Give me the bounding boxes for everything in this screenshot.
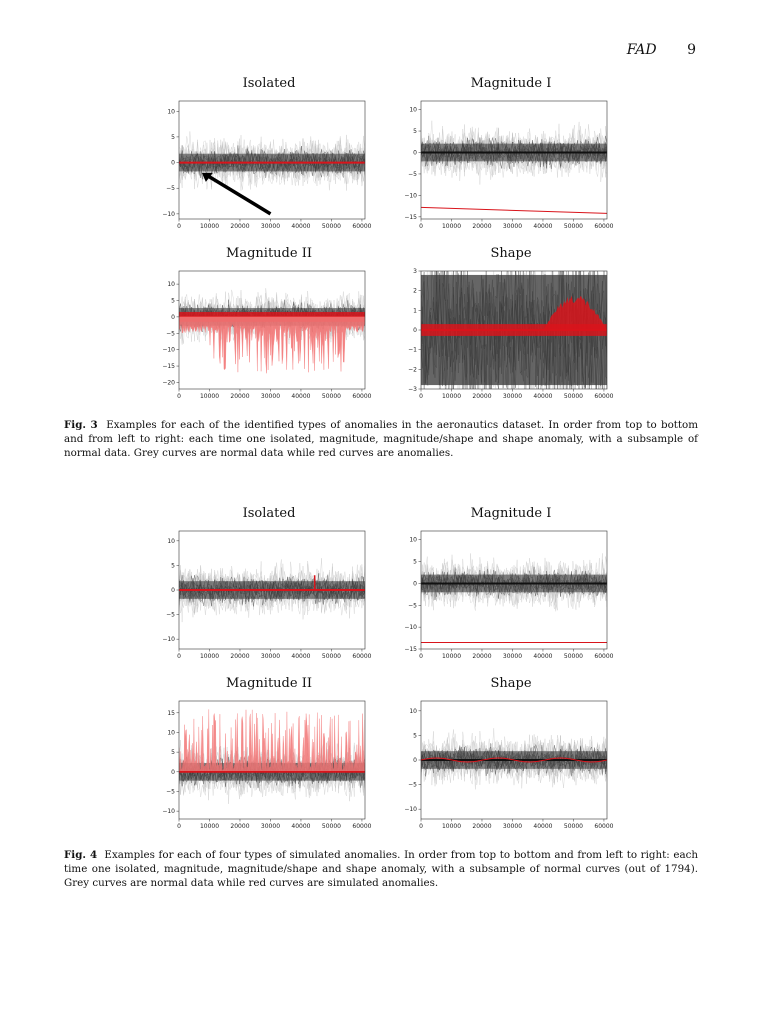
y-tick-label: 10 (167, 729, 175, 737)
y-tick-label: 10 (167, 537, 175, 545)
y-tick-label: 5 (413, 558, 417, 566)
x-tick-label: 30000 (260, 653, 281, 660)
y-tick-label: −5 (408, 602, 417, 610)
x-tick-label: 30000 (260, 823, 281, 830)
x-tick-label: 50000 (563, 393, 584, 400)
x-tick-label: 50000 (563, 653, 584, 660)
y-tick-label: 0 (171, 313, 175, 321)
panel-title: Magnitude II (226, 246, 312, 261)
y-tick-label: −15 (162, 363, 175, 371)
chart-fig3-magnitude-i (392, 99, 622, 235)
panel-title: Shape (490, 676, 532, 691)
y-tick-label: −10 (162, 346, 175, 354)
y-tick-label: 0 (413, 580, 417, 588)
x-tick-label: 40000 (291, 653, 311, 660)
x-tick-label: 40000 (533, 223, 553, 230)
caption-text: Examples for each of the identified types of anomalies in the aeronautics dataset. In order from top to bottom and from left to right: each time one isolated, magnitude, magnitude/shape and shape anomaly, with a subsample of normal data. Grey curves are normal data while red curves are anomalies. (64, 419, 699, 459)
y-tick-label: −2 (408, 366, 417, 374)
y-tick-label: 10 (409, 106, 417, 114)
y-tick-label: −5 (166, 788, 175, 796)
y-tick-label: 0 (171, 768, 175, 776)
y-tick-label: 5 (171, 749, 175, 757)
x-tick-label: 20000 (230, 223, 250, 230)
y-tick-label: −1 (408, 346, 417, 354)
y-tick-label: 5 (171, 133, 175, 141)
y-tick-label: 10 (167, 281, 175, 289)
x-tick-label: 60000 (594, 823, 614, 830)
x-tick-label: 20000 (230, 823, 250, 830)
y-tick-label: 0 (171, 159, 175, 167)
y-tick-label: 0 (413, 757, 417, 764)
x-tick-label: 0 (419, 823, 423, 830)
x-tick-label: 10000 (199, 393, 220, 400)
x-tick-label: 20000 (472, 223, 492, 230)
x-tick-label: 30000 (502, 393, 523, 400)
y-tick-label: 5 (171, 297, 175, 305)
chart-fig3-magnitude-ii (150, 269, 380, 405)
y-tick-label: 15 (167, 709, 175, 717)
y-tick-label: 0 (171, 587, 175, 594)
x-tick-label: 50000 (321, 223, 342, 230)
x-tick-label: 40000 (291, 823, 311, 830)
x-tick-label: 40000 (291, 393, 311, 400)
x-tick-label: 20000 (472, 393, 492, 400)
x-tick-label: 0 (177, 223, 181, 230)
x-tick-label: 60000 (594, 223, 614, 230)
y-tick-label: −5 (408, 170, 417, 178)
panel-title: Isolated (242, 506, 296, 521)
x-tick-label: 10000 (441, 823, 462, 830)
chart-fig4-shape (392, 699, 622, 835)
x-tick-label: 30000 (260, 393, 281, 400)
x-tick-label: 10000 (441, 653, 462, 660)
panel-title: Magnitude I (470, 506, 552, 521)
y-tick-label: 5 (413, 128, 417, 136)
x-tick-label: 40000 (291, 223, 311, 230)
y-tick-label: −15 (404, 646, 417, 653)
x-tick-label: 0 (419, 223, 423, 230)
y-tick-label: −10 (162, 636, 175, 644)
chart-fig4-magnitude-ii (150, 699, 380, 835)
y-tick-label: 5 (171, 562, 175, 570)
x-tick-label: 60000 (352, 393, 372, 400)
x-tick-label: 50000 (563, 823, 584, 830)
x-tick-label: 0 (419, 653, 423, 660)
y-tick-label: 3 (413, 268, 417, 275)
y-tick-label: −10 (162, 210, 175, 218)
y-tick-label: −10 (162, 808, 175, 816)
y-tick-label: −20 (162, 379, 175, 387)
x-tick-label: 20000 (472, 823, 492, 830)
x-tick-label: 0 (177, 653, 181, 660)
y-tick-label: −5 (166, 185, 175, 193)
x-tick-label: 60000 (594, 653, 614, 660)
y-tick-label: −5 (166, 611, 175, 619)
x-tick-label: 40000 (533, 393, 553, 400)
x-tick-label: 60000 (352, 823, 372, 830)
y-tick-label: 0 (413, 149, 417, 157)
figure-3-caption (64, 418, 698, 460)
x-tick-label: 0 (177, 823, 181, 830)
page-header (627, 42, 696, 58)
x-tick-label: 20000 (230, 393, 250, 400)
x-tick-label: 50000 (321, 823, 342, 830)
x-tick-label: 50000 (563, 223, 584, 230)
page-number: 9 (687, 42, 696, 58)
caption-label: Fig. 4 (64, 849, 98, 861)
chart-fig3-shape (392, 269, 622, 405)
panel-title: Magnitude II (226, 676, 312, 691)
x-tick-label: 60000 (594, 393, 614, 400)
y-tick-label: 5 (413, 732, 417, 740)
chart-fig3-isolated (150, 99, 380, 235)
x-tick-label: 10000 (199, 223, 220, 230)
panel-title: Shape (490, 246, 532, 261)
y-tick-label: 10 (167, 108, 175, 116)
x-tick-label: 10000 (441, 223, 462, 230)
y-tick-label: −10 (404, 192, 417, 200)
x-tick-label: 50000 (321, 653, 342, 660)
y-tick-label: −10 (404, 806, 417, 814)
x-tick-label: 40000 (533, 823, 553, 830)
caption-text: Examples for each of four types of simulated anomalies. In order from top to bottom and from left to right: each time one isolated, magnitude, magnitude/shape and shape anomaly, with a subsample of normal curves (out of 1794). Grey curves are normal data while red curves are simulated anomalies. (64, 849, 698, 889)
x-tick-label: 0 (177, 393, 181, 400)
x-tick-label: 50000 (321, 393, 342, 400)
y-tick-label: 0 (413, 327, 417, 334)
x-tick-label: 20000 (230, 653, 250, 660)
y-tick-label: 2 (413, 287, 417, 295)
y-tick-label: 10 (409, 707, 417, 715)
caption-label: Fig. 3 (64, 419, 98, 431)
journal-name: FAD (626, 42, 657, 58)
chart-fig4-magnitude-i (392, 529, 622, 665)
y-tick-label: −10 (404, 624, 417, 632)
x-tick-label: 30000 (260, 223, 281, 230)
x-tick-label: 40000 (533, 653, 553, 660)
x-tick-label: 30000 (502, 823, 523, 830)
y-tick-label: 1 (413, 307, 417, 315)
x-tick-label: 10000 (441, 393, 462, 400)
y-tick-label: −3 (408, 386, 417, 393)
x-tick-label: 0 (419, 393, 423, 400)
panel-title: Isolated (242, 76, 296, 91)
y-tick-label: 10 (409, 536, 417, 544)
y-tick-label: −15 (404, 213, 417, 221)
x-tick-label: 10000 (199, 653, 220, 660)
x-tick-label: 20000 (472, 653, 492, 660)
x-tick-label: 60000 (352, 223, 372, 230)
x-tick-label: 10000 (199, 823, 220, 830)
y-tick-label: −5 (166, 330, 175, 338)
x-tick-label: 60000 (352, 653, 372, 660)
figure-4-caption (64, 848, 698, 890)
y-tick-label: −5 (408, 781, 417, 789)
chart-fig4-isolated (150, 529, 380, 665)
x-tick-label: 30000 (502, 223, 523, 230)
x-tick-label: 30000 (502, 653, 523, 660)
panel-title: Magnitude I (470, 76, 552, 91)
